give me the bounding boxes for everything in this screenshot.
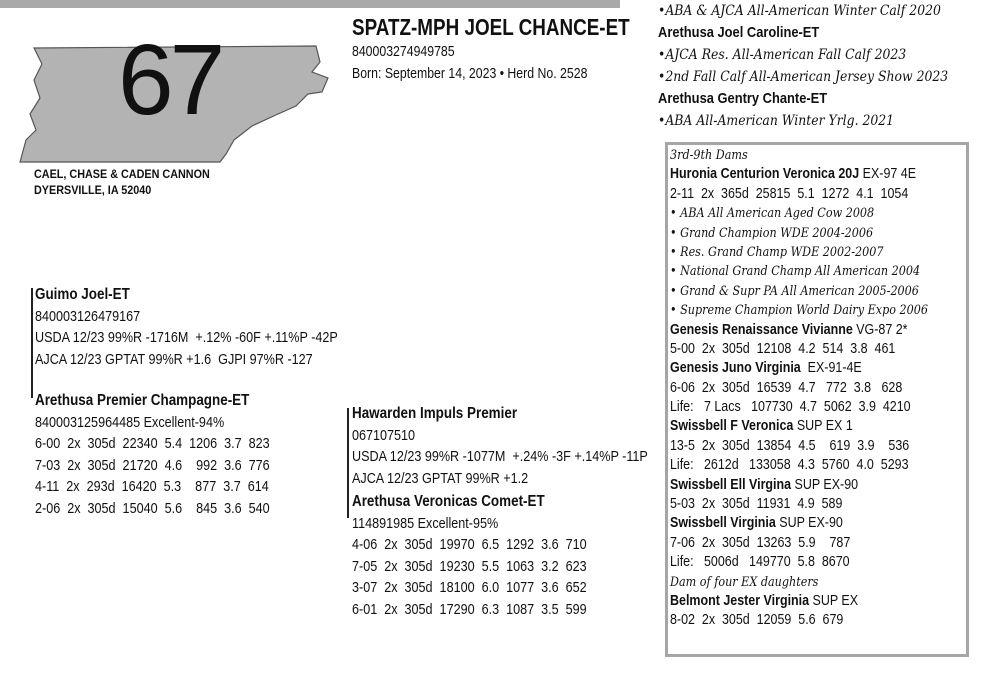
pedigree-bracket [347, 408, 349, 518]
ancestor-classification: SUP EX 1 [793, 418, 853, 435]
family-member-name: Arethusa Joel Caroline-ET [658, 24, 820, 41]
ancestor-classification: EX-97 4E [859, 166, 917, 183]
ancestor-name-text: Swissbell Virginia [670, 515, 776, 532]
ancestor-name-text: Swissbell Ell Virgina [670, 476, 792, 493]
mgd-record: 7-05 2x 305d 19230 5.5 1063 3.2 623 [352, 557, 587, 575]
dams-list [670, 146, 970, 631]
mgs-block [352, 403, 704, 489]
mgd-block [352, 491, 631, 620]
dam-record: 7-03 2x 305d 21720 4.6 992 3.6 776 [35, 456, 270, 474]
family-note: •AJCA Res. All-American Fall Calf 2023 [658, 47, 907, 63]
achievement-item: • Res. Grand Champ WDE 2002-2007 [670, 244, 884, 260]
ancestor-name-text: Genesis Juno Virginia [670, 360, 801, 377]
dam-record: 2-06 2x 305d 15040 5.6 845 3.6 540 [35, 499, 270, 517]
ancestor-classification: EX-91-4E [800, 360, 862, 377]
mgs-line: USDA 12/23 99%R -1077M +.24% -3F +.14%P -11P [352, 448, 648, 465]
mgd-name: Arethusa Veronicas Comet-ET [352, 493, 545, 510]
mgd-record: 4-06 2x 305d 19970 6.5 1292 3.6 710 [352, 536, 587, 553]
production-record: 5-03 2x 305d 11931 4.9 589 [670, 496, 843, 513]
ancestor-name [670, 359, 970, 378]
ancestor-name [670, 476, 970, 495]
ancestor-classification: SUP EX [809, 592, 859, 609]
mgd-line: 114891985 Excellent-95% [352, 514, 499, 532]
family-member-name: Arethusa Gentry Chante-ET [658, 90, 828, 107]
ancestor-name [670, 165, 970, 184]
consignor-location: DYERSVILLE, IA 52040 [34, 183, 152, 197]
animal-registration: 840003274949785 [352, 43, 455, 60]
lot-number: 67 [118, 24, 222, 136]
pedigree-bracket [31, 288, 33, 398]
achievement-item: • Supreme Champion World Dairy Expo 2006 [670, 303, 929, 319]
ancestor-classification: VG-87 2* [852, 321, 908, 338]
ancestor-name [670, 417, 970, 436]
family-note: •ABA & AJCA All-American Winter Calf 2020 [658, 3, 941, 19]
dam-record: 6-00 2x 305d 22340 5.4 1206 3.7 823 [35, 435, 270, 452]
ancestor-name [670, 592, 970, 611]
sire-line: 840003126479167 [35, 307, 141, 325]
dam-block [35, 390, 314, 519]
production-record: 8-02 2x 305d 12059 5.6 679 [670, 612, 844, 629]
sire-name: Guimo Joel-ET [35, 286, 130, 303]
ancestor-name-text: Huronia Centurion Veronica 20J [670, 166, 860, 183]
production-record: 6-06 2x 305d 16539 4.7 772 3.8 628 [670, 379, 903, 396]
production-record: Life: 5006d 149770 5.8 8670 [670, 554, 850, 571]
production-record: 7-06 2x 305d 13263 5.9 787 [670, 534, 851, 551]
production-record: 5-00 2x 305d 12108 4.2 514 3.8 461 [670, 340, 896, 357]
dam-name: Arethusa Premier Champagne-ET [35, 392, 250, 409]
mgd-record: 3-07 2x 305d 18100 6.0 1077 3.6 652 [352, 579, 587, 596]
ancestor-name-text: Belmont Jester Virginia [670, 592, 810, 609]
ancestor-classification: SUP EX-90 [791, 476, 859, 493]
dams-section-heading: 3rd-9th Dams [670, 148, 748, 163]
mgs-name: Hawarden Impuls Premier [352, 405, 518, 422]
ancestor-name [670, 514, 970, 533]
header-rule [0, 0, 620, 8]
sire-line: USDA 12/23 99%R -1716M +.12% -60F +.11%P -42P [35, 329, 338, 346]
production-record: 13-5 2x 305d 13854 4.5 619 3.9 536 [670, 437, 910, 454]
animal-name: SPATZ-MPH JOEL CHANCE-ET [352, 14, 630, 40]
mgs-line: AJCA 12/23 GPTAT 99%R +1.2 [352, 469, 529, 487]
sire-block [35, 284, 395, 370]
sire-line: AJCA 12/23 GPTAT 99%R +1.6 GJPI 97%R -127 [35, 350, 313, 368]
ancestor-name-text: Genesis Renaissance Vivianne [670, 321, 853, 338]
family-note: •2nd Fall Calf All-American Jersey Show 2023 [658, 69, 949, 85]
family-note: •ABA All-American Winter Yrlg. 2021 [658, 113, 895, 129]
ancestor-name-text: Swissbell F Veronica [670, 418, 794, 435]
dam-line: 840003125964485 Excellent-94% [35, 413, 225, 431]
production-record: Life: 2612d 133058 4.3 5760 4.0 5293 [670, 457, 909, 474]
mgd-record: 6-01 2x 305d 17290 6.3 1087 3.5 599 [352, 600, 587, 618]
animal-birth-herd: Born: September 14, 2023 • Herd No. 2528 [352, 65, 588, 82]
achievement-item: • National Grand Champ All American 2004 [670, 264, 921, 280]
consignor-name: CAEL, CHASE & CADEN CANNON [34, 167, 210, 181]
ancestor-classification: SUP EX-90 [775, 515, 843, 532]
mgs-line: 067107510 [352, 426, 416, 444]
consignor [34, 166, 210, 198]
production-record: Life: 7 Lacs 107730 4.7 5062 3.9 4210 [670, 399, 911, 416]
dam-record: 4-11 2x 293d 16420 5.3 877 3.7 614 [35, 478, 269, 495]
achievement-item: • Grand & Supr PA All American 2005-2006 [670, 283, 919, 299]
family-notes [658, 0, 998, 132]
achievement-item: • Grand Champion WDE 2004-2006 [670, 225, 874, 241]
ancestor-name [670, 321, 970, 340]
achievement-item: • ABA All American Aged Cow 2008 [670, 206, 875, 222]
production-record: 2-11 2x 365d 25815 5.1 1272 4.1 1054 [670, 185, 909, 202]
dams-section-heading: Dam of four EX daughters [670, 574, 819, 590]
